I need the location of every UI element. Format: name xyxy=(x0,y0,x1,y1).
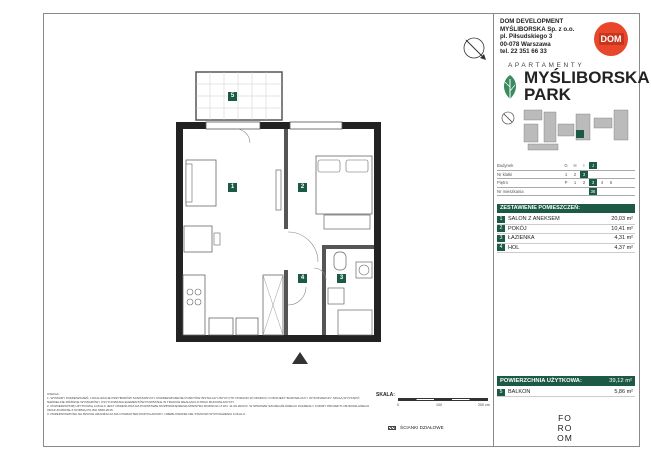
notes xyxy=(47,392,377,417)
scale-label: SKALA: xyxy=(376,392,395,398)
kitchen-counter xyxy=(183,275,205,335)
dom-logo xyxy=(594,22,628,56)
wall-right xyxy=(374,122,381,342)
wardrobe-room2 xyxy=(324,215,370,229)
location-row-stairwell: Nr klatki 1 2 3 xyxy=(497,171,635,180)
notes-line: 1. WYMIARY POMIESZCZEŃ, LOKALIZACJE PRZYBORÓW SANITARNYCH, ROZMIESZCZENIE PUNKTÓW INSTALACYJNYCH ITP. PODANO W OPARCIU O PROJEKT BUDOWLANY I WYKONAWCZY. MOGĄ WYSTĄPIĆ NIEWIELKIE RÓŻNICE WYMIARÓW I USYTUOWANIA ELEMENTÓW POWSTAŁE W TRAKCIE REALIZACJI PRAC BUDOWLANYCH. xyxy=(47,396,360,405)
partition-bath-top xyxy=(322,245,374,249)
site-plan-highlight xyxy=(576,130,584,138)
usable-area-bar xyxy=(497,376,635,386)
brand-sub: PARK xyxy=(524,85,571,104)
notes-title: UWAGA: xyxy=(47,392,60,396)
company-name: DOM DEVELOPMENT xyxy=(500,18,564,25)
legend-partition-walls: ŚCIANKI DZIAŁOWE xyxy=(388,425,444,430)
tv-stand xyxy=(276,170,281,210)
partition-room2 xyxy=(284,129,288,229)
scale-tick: 200 cm xyxy=(478,403,490,407)
company-street: pl. Piłsudskiego 3 xyxy=(500,33,553,41)
wall-left xyxy=(176,122,183,342)
table-row: 4 HOL 4,37 m² xyxy=(497,244,635,254)
company-phone: tel. 22 351 66 33 xyxy=(500,48,547,56)
hatch-icon xyxy=(388,426,396,430)
toilet xyxy=(334,252,346,270)
scale-tick: 100 xyxy=(436,403,442,407)
table-row: 1 SALON Z ANEKSEM 20,03 m² xyxy=(497,215,635,225)
wall-top-left xyxy=(176,122,206,129)
brand-top: APARTAMENTY xyxy=(508,62,585,69)
room-badge-5: 5 xyxy=(228,92,237,101)
rooms-title: ZESTAWIENIE POMIESZCZEŃ: xyxy=(497,204,635,213)
wall-top-mid xyxy=(260,122,290,129)
window-top-right xyxy=(290,122,342,129)
entrance-arrow xyxy=(292,352,308,364)
window-top-left xyxy=(206,122,260,129)
foroom-logo: FO RO OM xyxy=(557,413,573,443)
room-badge-3: 3 xyxy=(337,274,346,283)
rooms-table xyxy=(497,215,635,253)
location-row-building: Budynek G H I J xyxy=(497,162,635,171)
partition-hall xyxy=(284,270,288,335)
room-badge-1: 1 xyxy=(228,183,237,192)
scale-tick: 0 xyxy=(397,403,399,407)
washing-machine xyxy=(356,262,372,278)
brand-logo xyxy=(500,62,650,103)
usable-area-label: POWIERZCHNIA UŻYTKOWA: xyxy=(500,378,582,384)
wall-top-right xyxy=(342,122,381,129)
company-city: 00-078 Warszawa xyxy=(500,40,551,48)
site-plan-map xyxy=(498,104,638,156)
partition-bath-left xyxy=(322,245,326,335)
brand-main: MYŚLIBORSKA xyxy=(524,68,650,87)
balcony-row: 5 BALKON 5,86 m² xyxy=(497,388,635,397)
dining-table xyxy=(184,226,212,252)
bathtub xyxy=(338,310,372,335)
sidebar-divider xyxy=(493,13,494,447)
scale-bar xyxy=(398,398,488,401)
notes-line: 2. POWIERZCHNIĘ UŻYTKOWĄ LOKALU JEST OKREŚLONA NA PODSTAWIE ROZPORZĄDZENIA MINISTRA ROZWOJU Z DN. 11.09.2020 R. W SPRAWIE SZCZEGÓŁOWEGO ZAKRESU I FORMY PROJEKTU BUDOWLANEGO ORAZ ZGODNIE Z NORMĄ PN-ISO 9836:2015. xyxy=(47,404,370,413)
company-entity: MYŚLIBORSKA Sp. z o.o. xyxy=(500,25,575,33)
location-row-apartment: Nr mieszkania 36 xyxy=(497,188,635,197)
wall-bottom xyxy=(176,335,381,342)
compass xyxy=(464,38,486,60)
table-row: 3 ŁAZIENKA 4,31 m² xyxy=(497,234,635,244)
room-badge-4: 4 xyxy=(298,274,307,283)
usable-area-value: 39,12 m² xyxy=(609,378,632,384)
company-info xyxy=(500,18,574,56)
location-row-floor: Piętro P 1 2 3 4 5 xyxy=(497,179,635,188)
table-row: 2 POKÓJ 10,41 m² xyxy=(497,225,635,235)
location-table xyxy=(497,162,635,196)
room-badge-2: 2 xyxy=(298,183,307,192)
dom-logo-text: DOM xyxy=(600,34,622,44)
notes-line: 3. PRZEDSTAWIONA NA RZUCIE ARANŻACJA MA CHARAKTER PRZYKŁADOWY, UMEBLOWANIE NIE STANOWI WYPOSAŻENIA LOKALU. xyxy=(47,412,246,417)
